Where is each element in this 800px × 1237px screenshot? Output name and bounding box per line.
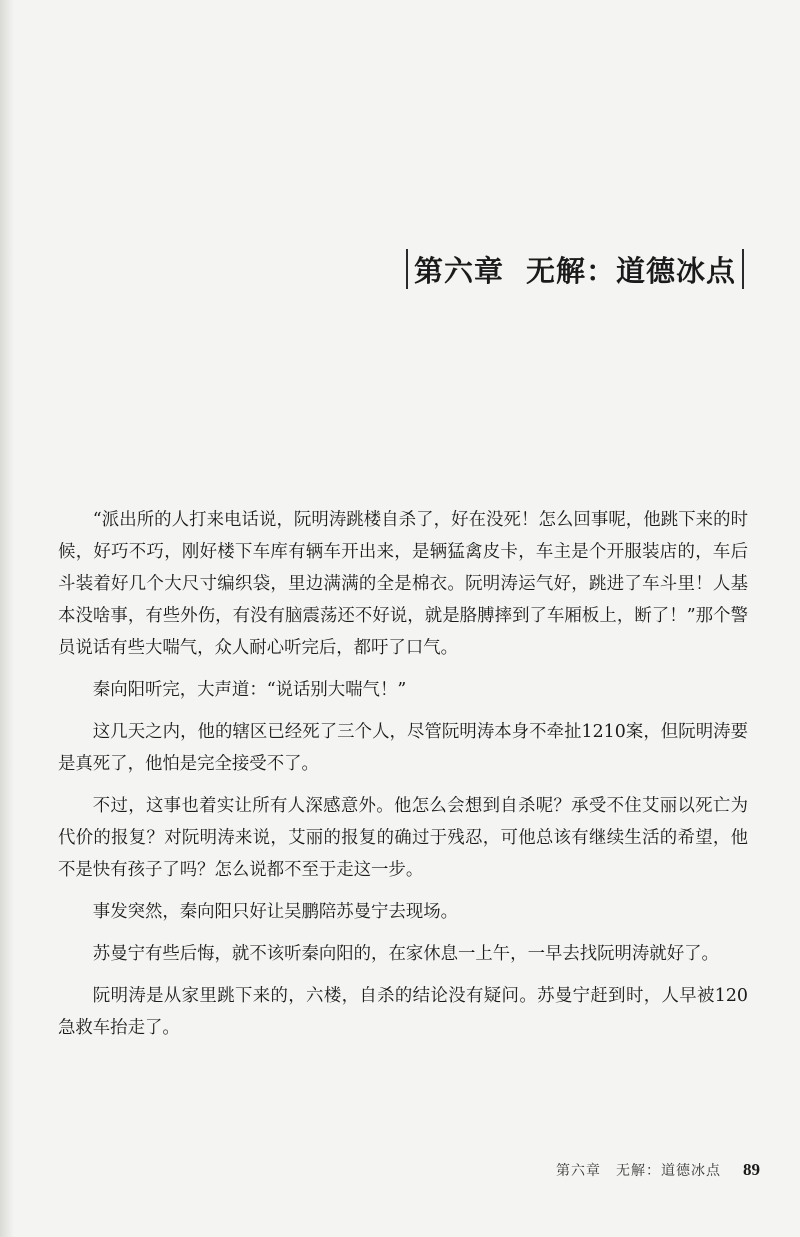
page-number: 89: [743, 1160, 760, 1179]
heading-right-bar: [742, 249, 744, 289]
paragraph: 苏曼宁有些后悔，就不该听秦向阳的，在家休息一上午，一早去找阮明涛就好了。: [92, 944, 719, 964]
chapter-label: 第六章: [413, 253, 504, 288]
paragraph: 秦向阳听完，大声道：“说话别大喘气！”: [92, 680, 407, 700]
running-head: 第六章 无解：道德冰点: [556, 1163, 721, 1179]
paragraph: 这几天之内，他的辖区已经死了三个人，尽管阮明涛本身不牵扯1210案，但阮明涛要是真死了，他怕是完全接受不了。: [58, 722, 748, 774]
chapter-title: [408, 249, 742, 290]
paragraph: “派出所的人打来电话说，阮明涛跳楼自杀了，好在没死！怎么回事呢，他跳下来的时候，好巧不巧，刚好楼下车库有辆车开出来，是辆猛禽皮卡，车主是个开服装店的，车后斗装着好几个大尺寸编织袋，里边满满的全是棉衣。阮明涛运气好，跳进了车斗里！人基本没啥事，有些外伤，有没有脑震荡还不好说，就是胳膊摔到了车厢板上，断了！”那个警员说话有些大喘气，众人耐心听完后，都吁了口气。: [58, 510, 748, 658]
chapter-name: 无解：道德冰点: [525, 253, 736, 288]
paragraph: 事发突然，秦向阳只好让吴鹏陪苏曼宁去现场。: [92, 902, 459, 922]
paragraph: 阮明涛是从家里跳下来的，六楼，自杀的结论没有疑问。苏曼宁赶到时，人早被120急救车抬走了。: [58, 986, 748, 1038]
paragraph: 不过，这事也着实让所有人深感意外。他怎么会想到自杀呢？承受不住艾丽以死亡为代价的报复？对阮明涛来说，艾丽的报复的确过于残忍，可他总该有继续生活的希望，他不是快有孩子了吗？怎么说都不至于走这一步。: [58, 796, 748, 880]
page-footer: [556, 1160, 760, 1180]
body-text: [58, 504, 748, 1054]
chapter-heading: [406, 246, 744, 292]
page-gutter-shadow: [0, 0, 14, 1237]
